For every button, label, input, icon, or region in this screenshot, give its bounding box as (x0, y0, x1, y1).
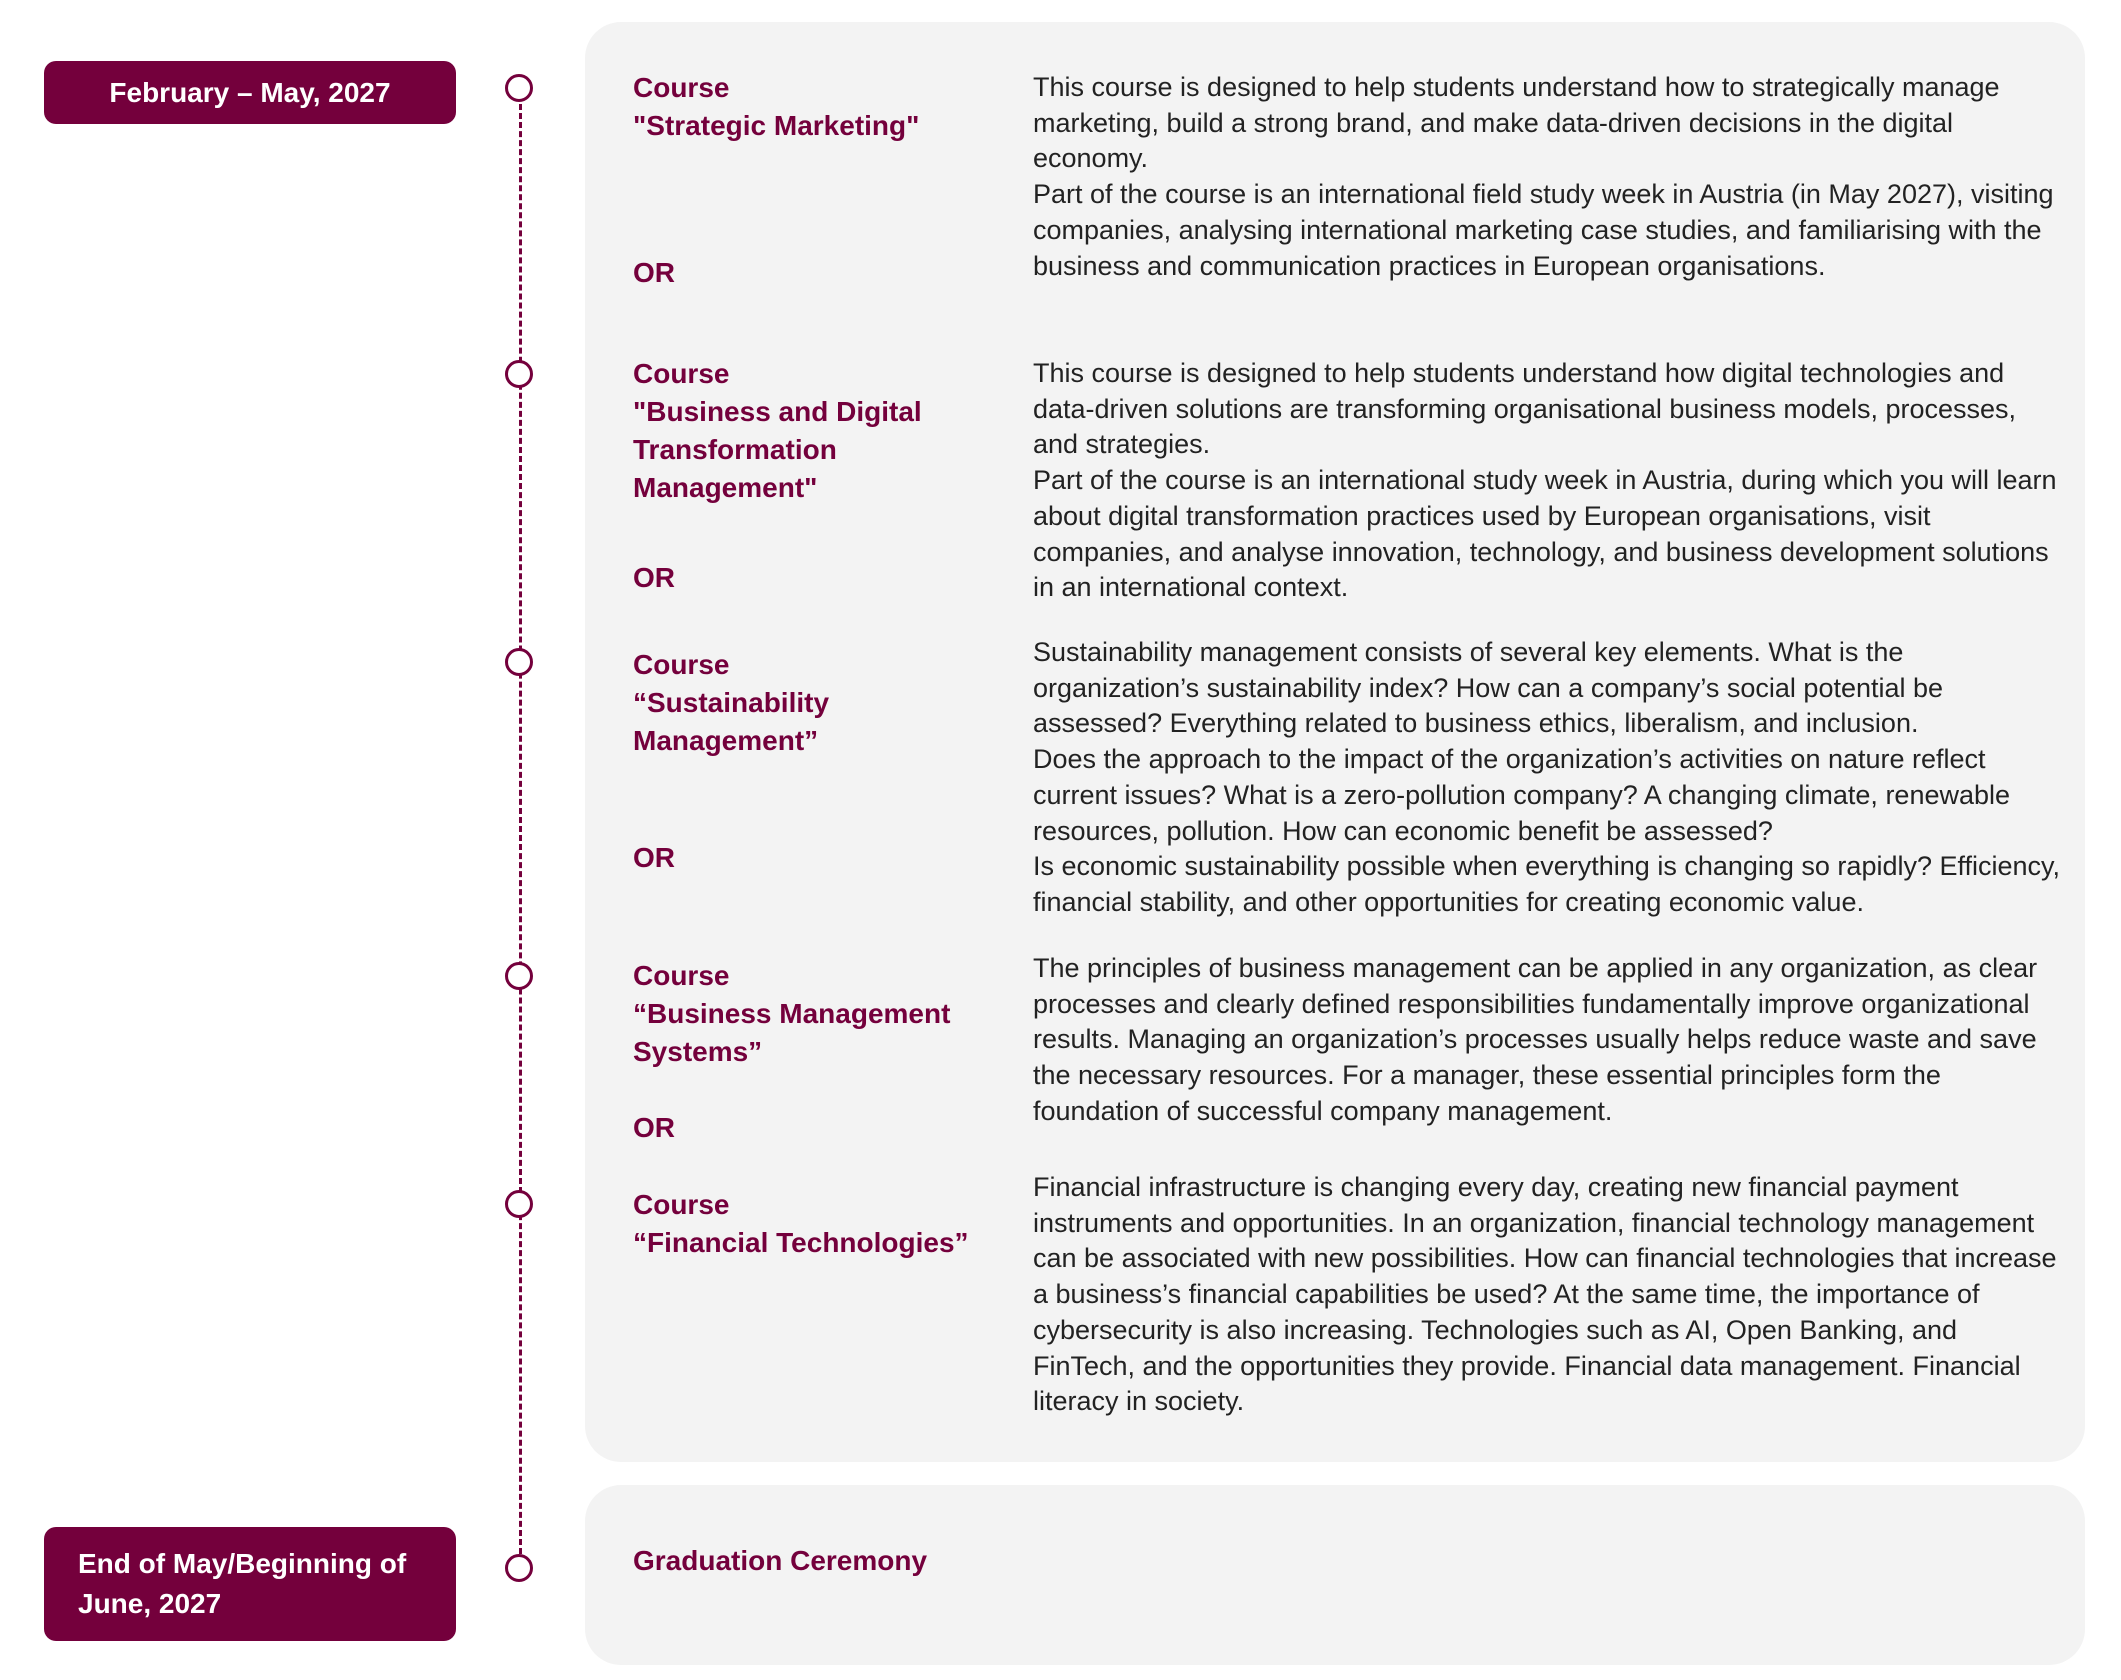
course-prefix: Course (633, 72, 730, 103)
course-description-paragraph: Sustainability management consists of several key elements. What is the organization’s sustainability index? How can a company’s social potential be assessed? Everything related to business ethics, liberalism, and inclusion. (1033, 637, 1944, 739)
course-description-paragraph: Financial infrastructure is changing every day, creating new financial payment instruments and opportunities. In an organization, financial technology management can be associated with new possibilities. How can financial technologies that increase a business’s financial capabilities be used? At the same time, the importance of cybersecurity is also increasing. Technologies such as AI, Open Banking, and FinTech, and the opportunities they provide. Financial data management. Financial literacy in society. (1033, 1172, 2057, 1417)
course-name: “Financial Technologies” (633, 1227, 969, 1258)
course-description-digital-transformation (1033, 356, 2063, 606)
course-title-business-management (633, 957, 1013, 1071)
or-label: OR (633, 842, 675, 873)
course-name: “Business Management Systems” (633, 998, 951, 1067)
course-title-strategic-marketing (633, 69, 1013, 145)
graduation-ceremony-label: Graduation Ceremony (633, 1545, 928, 1576)
course-title-digital-transformation (633, 355, 1013, 507)
course-prefix: Course (633, 358, 730, 389)
course-description-paragraph: Part of the course is an international field study week in Austria (in May 2027), visiting companies, analysing international marketing case studies, and familiarising with the business and communication practices in European organisations. (1033, 179, 2054, 281)
course-title-financial-technologies (633, 1186, 1013, 1262)
course-prefix: Course (633, 960, 730, 991)
or-label: OR (633, 562, 675, 593)
course-description-paragraph: Is economic sustainability possible when everything is changing so rapidly? Efficiency, financial stability, and other opportunities for creating economic value. (1033, 851, 2061, 917)
timeline-node-digital-transformation (505, 360, 533, 388)
period-date-badge (44, 61, 456, 124)
or-label: OR (633, 1112, 675, 1143)
timeline-dashed-line (519, 104, 522, 1554)
end-date-badge (44, 1527, 456, 1641)
timeline-node-business-management (505, 962, 533, 990)
timeline-node-sustainability (505, 648, 533, 676)
or-label: OR (633, 257, 675, 288)
course-description-paragraph: This course is designed to help students understand how digital technologies and data-driven solutions are transforming organisational business models, processes, and strategies. (1033, 358, 2017, 460)
course-description-paragraph: Does the approach to the impact of the organization’s activities on nature reflect current issues? What is a zero-pollution company? A changing climate, renewable resources, pollution. How can economic benefit be assessed? (1033, 744, 2011, 846)
course-description-strategic-marketing (1033, 70, 2063, 284)
course-description-paragraph: This course is designed to help students understand how to strategically manage marketing, build a strong brand, and make data-driven decisions in the digital economy. (1033, 72, 2000, 174)
course-title-sustainability (633, 646, 1013, 760)
course-description-sustainability (1033, 635, 2063, 921)
course-name: “Sustainability Management” (633, 687, 830, 756)
timeline-node-graduation (505, 1554, 533, 1582)
period-date-label: February – May, 2027 (109, 76, 391, 108)
course-name: "Strategic Marketing" (633, 110, 920, 141)
end-date-label: End of May/Beginning of June, 2027 (78, 1548, 407, 1619)
course-description-paragraph: Part of the course is an international study week in Austria, during which you will learn about digital transformation practices used by European organisations, visit companies, and analyse innovation, technology, and business development solutions in an international context. (1033, 465, 2057, 603)
course-prefix: Course (633, 1189, 730, 1220)
course-description-paragraph: The principles of business management can be applied in any organization, as clear processes and clearly defined responsibilities fundamentally improve organizational results. Managing an organization’s processes usually helps reduce waste and save the necessary resources. For a manager, these essential principles form the foundation of successful company management. (1033, 953, 2038, 1126)
timeline-node-strategic-marketing (505, 74, 533, 102)
course-name: "Business and Digital Transformation Management" (633, 396, 922, 503)
course-description-financial-technologies (1033, 1170, 2063, 1420)
timeline-node-financial-technologies (505, 1190, 533, 1218)
course-prefix: Course (633, 649, 730, 680)
course-description-business-management (1033, 951, 2063, 1130)
